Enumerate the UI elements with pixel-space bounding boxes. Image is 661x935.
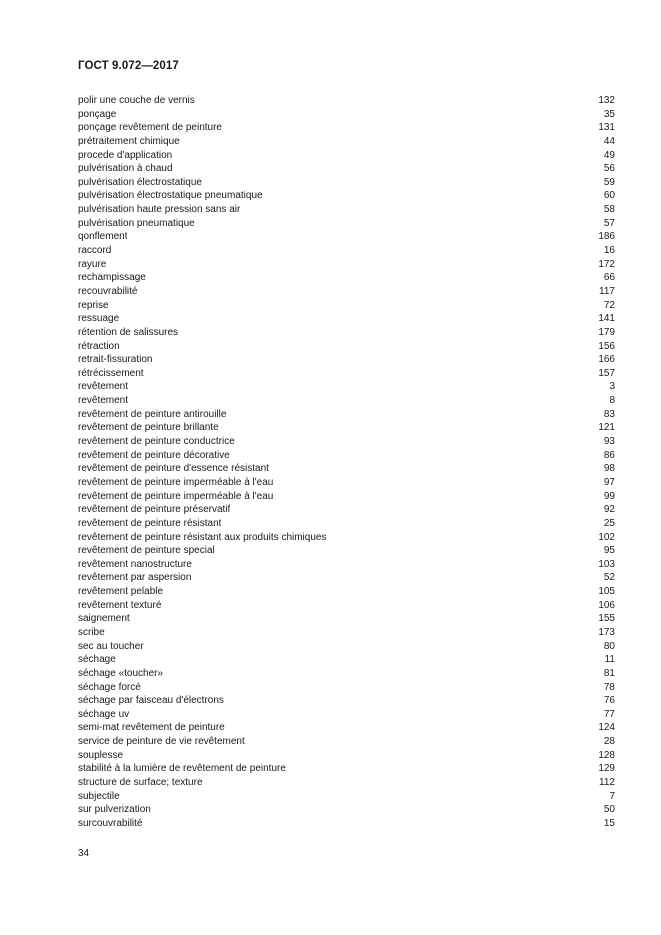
index-term: surcouvrabilité [78,817,143,829]
index-entry [78,612,615,626]
index-term-number: 60 [603,190,615,202]
index-term-number: 129 [598,763,615,775]
index-term-number: 173 [598,626,615,638]
term-index-list [78,94,615,831]
index-term: polir une couche de vernis [78,95,195,106]
index-term: souplesse [78,749,124,761]
index-entry [78,790,615,804]
index-term: revêtement de peinture préservatif [78,504,231,516]
index-term-number: 106 [598,599,615,611]
index-entry [78,244,615,258]
index-term: rechampissage [78,272,146,284]
index-entry [78,544,615,558]
index-term: revêtement [78,381,129,393]
index-entry [78,503,615,517]
index-term-number: 172 [598,258,615,270]
index-term-number: 141 [598,313,615,325]
index-term-number: 44 [603,135,615,147]
index-entry [78,476,615,490]
index-entry [78,421,615,435]
index-term-number: 186 [598,231,615,243]
index-term: revêtement de peinture résistant aux produits chimiques [78,531,327,543]
index-term: qonflement [78,231,128,243]
index-term: stabilité à la lumière de revêtement de peinture [78,763,286,775]
index-entry [78,462,615,476]
index-term-number: 92 [603,504,615,516]
index-term: séchage «toucher» [78,667,164,679]
index-entry [78,94,615,108]
index-term: structure de surface; texture [78,777,203,789]
index-term: ponçage [78,108,117,120]
index-term-number: 77 [603,708,615,720]
index-term: raccord [78,245,112,257]
index-entry [78,517,615,531]
index-term-number: 56 [603,163,615,175]
index-term-number: 103 [598,558,615,570]
index-term-number: 102 [598,531,615,543]
index-term: revêtement de peinture résistant [78,517,222,529]
index-term-number: 35 [603,108,615,120]
index-entry [78,271,615,285]
index-term-number: 112 [599,777,615,789]
index-term-number: 52 [603,572,615,584]
index-term: revêtement de peinture special [78,545,215,557]
index-term: revêtement de peinture antirouille [78,408,227,420]
index-term: séchage [78,654,116,666]
index-term-number: 97 [603,476,615,488]
index-entry [78,162,615,176]
index-entry [78,435,615,449]
index-term: pulvérisation haute pression sans air [78,204,241,216]
index-term: saignement [78,613,130,625]
index-entry [78,681,615,695]
index-term: ressuage [78,313,120,325]
index-entry [78,326,615,340]
index-entry [78,776,615,790]
index-term-number: 25 [603,517,615,529]
index-term-number: 99 [603,490,615,502]
index-term: rétrécissement [78,367,144,379]
index-term: prétraitement chimique [78,135,180,147]
index-entry [78,176,615,190]
index-term-number: 132 [598,95,615,106]
index-entry [78,531,615,545]
index-entry [78,640,615,654]
index-term: séchage forcé [78,681,141,693]
index-term: sur pulverization [78,804,151,816]
index-term: rétraction [78,340,120,352]
index-term: retrait-fissuration [78,354,153,366]
index-term-number: 15 [603,817,615,829]
index-term-number: 59 [603,176,615,188]
index-term-number: 80 [603,640,615,652]
index-term: pulvérisation à chaud [78,163,173,175]
index-term: scribe [78,626,105,638]
index-entry [78,490,615,504]
index-entry [78,571,615,585]
index-entry [78,708,615,722]
index-term: reprise [78,299,109,311]
index-entry [78,449,615,463]
index-term: séchage uv [78,708,130,720]
index-entry [78,817,615,831]
index-term-number: 58 [603,204,615,216]
page-number: 34 [78,848,90,859]
index-entry [78,585,615,599]
index-term-number: 78 [603,681,615,693]
index-term-number: 105 [598,586,615,598]
index-entry [78,258,615,272]
index-term-number: 76 [603,695,615,707]
index-entry [78,599,615,613]
index-entry [78,394,615,408]
index-term: revêtement texturé [78,599,162,611]
index-entry [78,367,615,381]
index-term-number: 128 [598,749,615,761]
index-term: revêtement de peinture brillante [78,422,219,434]
index-entry [78,299,615,313]
index-term: revêtement de peinture décorative [78,449,230,461]
index-term: sec au toucher [78,640,144,652]
index-term-number: 117 [599,285,615,297]
index-term: revêtement de peinture d'essence résistant [78,463,269,475]
index-term: ponçage revêtement de peinture [78,122,222,134]
index-term-number: 98 [603,463,615,475]
index-term: revêtement de peinture imperméable à l'eau [78,476,274,488]
index-entry [78,217,615,231]
index-term-number: 81 [603,667,615,679]
index-entry [78,340,615,354]
index-term-number: 16 [603,245,615,257]
index-term: revêtement par aspersion [78,572,192,584]
index-term-number: 156 [598,340,615,352]
index-term-number: 72 [603,299,615,311]
index-entry [78,626,615,640]
index-term: pulvérisation électrostatique pneumatique [78,190,263,202]
index-term-number: 124 [598,722,615,734]
index-term: séchage par faisceau d'électrons [78,695,224,707]
index-term: revêtement [78,395,129,407]
index-term-number: 83 [603,408,615,420]
index-entry [78,735,615,749]
index-entry [78,667,615,681]
index-term-number: 121 [598,422,615,434]
index-entry [78,353,615,367]
index-term: rétention de salissures [78,326,179,338]
index-term: service de peinture de vie revêtement [78,736,245,748]
index-entry [78,203,615,217]
index-term-number: 155 [598,613,615,625]
index-entry [78,135,615,149]
index-term: procede d'application [78,149,173,161]
index-term-number: 93 [603,436,615,448]
index-entry [78,653,615,667]
index-term-number: 86 [603,449,615,461]
index-term-number: 157 [598,367,615,379]
index-term-number: 166 [598,354,615,366]
index-entry [78,694,615,708]
index-term: subjectile [78,790,120,802]
index-term: revêtement de peinture imperméable à l'eau [78,490,274,502]
index-term: revêtement de peinture conductrice [78,436,235,448]
index-term-number: 57 [603,217,615,229]
index-entry [78,149,615,163]
index-term: pulvérisation électrostatique [78,176,202,188]
index-term-number: 131 [598,122,615,134]
index-entry [78,558,615,572]
index-entry [78,108,615,122]
index-term: revêtement nanostructure [78,558,192,570]
index-term-number: 50 [603,804,615,816]
index-term: recouvrabilité [78,285,138,297]
index-term: pulvérisation pneumatique [78,217,195,229]
index-entry [78,189,615,203]
index-term-number: 179 [598,326,615,338]
index-term: semi-mat revêtement de peinture [78,722,225,734]
document-header: ГОСТ 9.072—2017 [78,60,179,72]
index-entry [78,312,615,326]
index-term-number: 11 [604,654,615,666]
index-term-number: 3 [609,381,615,393]
index-term-number: 8 [609,395,615,407]
index-term: revêtement pelable [78,586,164,598]
index-term-number: 28 [603,736,615,748]
index-entry [78,721,615,735]
index-term-number: 95 [603,545,615,557]
index-term-number: 49 [603,149,615,161]
index-term-number: 66 [603,272,615,284]
index-entry [78,121,615,135]
index-entry [78,380,615,394]
index-term: rayure [78,258,107,270]
index-entry [78,230,615,244]
index-entry [78,803,615,817]
index-entry [78,762,615,776]
index-term-number: 7 [609,790,615,802]
index-entry [78,408,615,422]
index-entry [78,749,615,763]
index-entry [78,285,615,299]
